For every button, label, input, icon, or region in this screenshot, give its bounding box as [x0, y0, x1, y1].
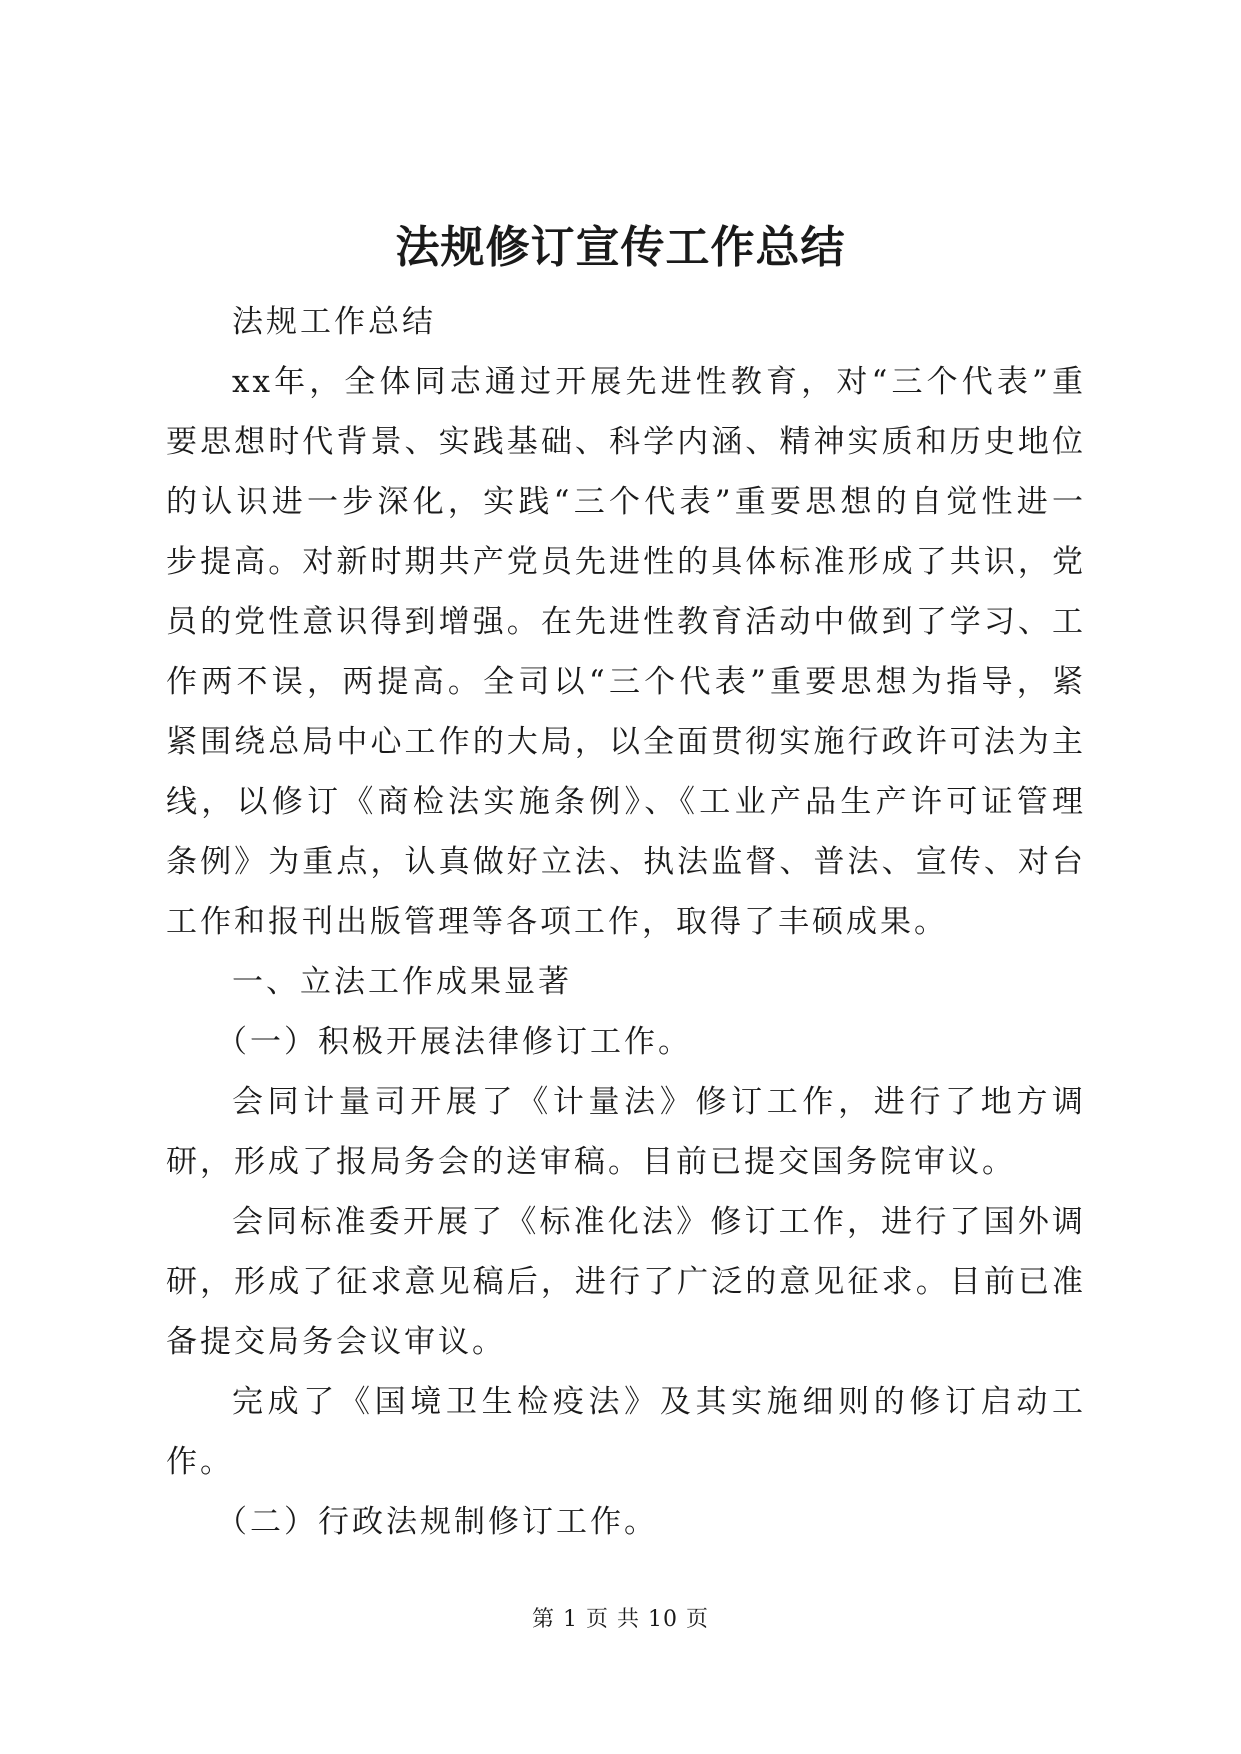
paragraph-quarantine-law: 完成了《国境卫生检疫法》及其实施细则的修订启动工作。: [166, 1384, 1086, 1480]
document-title: 法规修订宣传工作总结: [395, 222, 846, 273]
document-body: [166, 292, 1086, 1552]
paragraph-intro: xx年，全体同志通过开展先进性教育，对“三个代表”重要思想时代背景、实践基础、科学内涵、精神实质和历史地位的认识进一步深化，实践“三个代表”重要思想的自觉性进一步提高。对新时期共产党员先进性的具体标准形成了共识，党员的党性意识得到增强。在先进性教育活动中做到了学习、工作两不误，两提高。全司以“三个代表”重要思想为指导，紧紧围绕总局中心工作的大局，以全面贯彻实施行政许可法为主线，以修订《商检法实施条例》、《工业产品生产许可证管理条例》为重点，认真做好立法、执法监督、普法、宣传、对台工作和报刊出版管理等各项工作，取得了丰硕成果。: [166, 364, 1086, 940]
subsection-heading-law-revision: （一）积极开展法律修订工作。: [216, 1024, 692, 1060]
subsection-heading-regulation-revision: （二）行政法规制修订工作。: [216, 1504, 658, 1540]
paragraph-subtitle: 法规工作总结: [232, 304, 436, 340]
paragraph-metrology-law: 会同计量司开展了《计量法》修订工作，进行了地方调研，形成了报局务会的送审稿。目前已提交国务院审议。: [166, 1084, 1086, 1180]
section-heading-legislation: 一、立法工作成果显著: [232, 964, 572, 1000]
page-footer: 第 1 页 共 10 页: [532, 1607, 709, 1632]
paragraph-standardization-law: 会同标准委开展了《标准化法》修订工作，进行了国外调研，形成了征求意见稿后，进行了广泛的意见征求。目前已准备提交局务会议审议。: [166, 1204, 1086, 1360]
